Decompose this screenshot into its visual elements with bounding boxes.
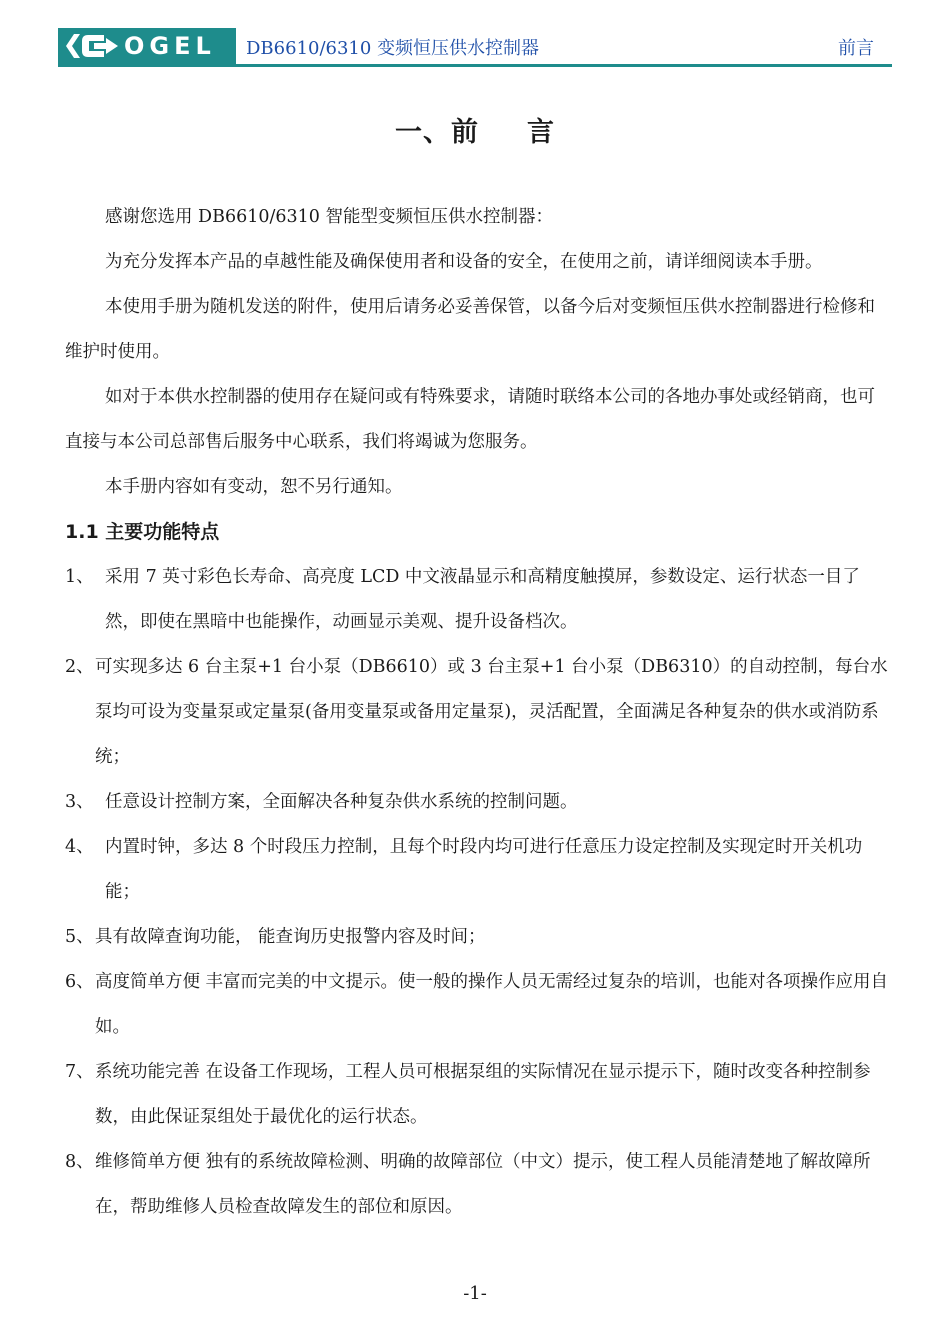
intro-paragraph: 如对于本供水控制器的使用存在疑问或有特殊要求，请随时联络本公司的各地办事处或经销商，也可直接与本公司总部售后服务中心联系，我们将竭诚为您服务。 <box>65 387 875 452</box>
logo-text: OGEL <box>124 32 216 60</box>
document-title: DB6610/6310 变频恒压供水控制器 <box>246 38 540 59</box>
page-content <box>65 195 890 1230</box>
feature-text: 可实现多达 6 台主泵+1 台小泵（DB6610）或 3 台主泵+1 台小泵（DB6310）的自动控制，每台水泵均可设为变量泵或定量泵(备用变量泵或备用定量泵)，灵活配置，全面满足各种复杂的供水或消防系统； <box>95 657 888 767</box>
header-divider <box>58 64 892 67</box>
feature-item <box>65 915 890 960</box>
feature-number: 2、 <box>65 657 94 677</box>
feature-number: 4、 <box>65 837 94 857</box>
chapter-title-suffix: 言 <box>527 117 555 148</box>
feature-number: 3、 <box>65 792 94 812</box>
feature-text: 内置时钟，多达 8 个时段压力控制，且每个时段内均可进行任意压力设定控制及实现定时开关机功能； <box>105 837 863 902</box>
feature-number: 6、 <box>65 972 94 992</box>
feature-text: 系统功能完善 在设备工作现场，工程人员可根据泵组的实际情况在显示提示下，随时改变各种控制参数，由此保证泵组处于最优化的运行状态。 <box>95 1062 871 1127</box>
feature-number: 7、 <box>65 1062 94 1082</box>
feature-number: 1、 <box>65 567 94 587</box>
chapter-title <box>0 110 950 149</box>
feature-text: 任意设计控制方案，全面解决各种复杂供水系统的控制问题。 <box>105 792 578 812</box>
page-header <box>58 26 892 68</box>
feature-item <box>65 825 890 915</box>
feature-item <box>65 780 890 825</box>
intro-paragraph: 感谢您选用 DB6610/6310 智能型变频恒压供水控制器： <box>105 207 553 227</box>
page-number: -1- <box>463 1283 487 1304</box>
feature-text: 采用 7 英寸彩色长寿命、高亮度 LCD 中文液晶显示和高精度触摸屏，参数设定、运行状态一目了然，即使在黑暗中也能操作，动画显示美观、提升设备档次。 <box>105 567 860 632</box>
section-label: 前言 <box>838 38 874 59</box>
intro-paragraph: 本手册内容如有变动，恕不另行通知。 <box>105 477 403 497</box>
feature-text: 维修简单方便 独有的系统故障检测、明确的故障部位（中文）提示，使工程人员能清楚地了解故障所在，帮助维修人员检查故障发生的部位和原因。 <box>95 1152 871 1217</box>
feature-item <box>65 960 890 1050</box>
company-logo <box>58 28 236 64</box>
feature-item <box>65 1140 890 1230</box>
feature-number: 5、 <box>65 927 94 947</box>
feature-item <box>65 1050 890 1140</box>
feature-item <box>65 645 890 780</box>
chapter-title-prefix: 一、前 <box>395 117 479 148</box>
feature-text: 高度简单方便 丰富而完美的中文提示。使一般的操作人员无需经过复杂的培训，也能对各项操作应用自如。 <box>95 972 889 1037</box>
logo-mark-icon <box>64 32 120 60</box>
intro-paragraph: 本使用手册为随机发送的附件，使用后请务必妥善保管，以备今后对变频恒压供水控制器进行检修和维护时使用。 <box>65 297 875 362</box>
feature-text: 具有故障查询功能， 能查询历史报警内容及时间； <box>95 927 486 947</box>
section-heading: 1.1 主要功能特点 <box>65 521 220 543</box>
feature-item <box>65 555 890 645</box>
feature-number: 8、 <box>65 1152 94 1172</box>
intro-paragraph: 为充分发挥本产品的卓越性能及确保使用者和设备的安全，在使用之前，请详细阅读本手册。 <box>105 252 823 272</box>
